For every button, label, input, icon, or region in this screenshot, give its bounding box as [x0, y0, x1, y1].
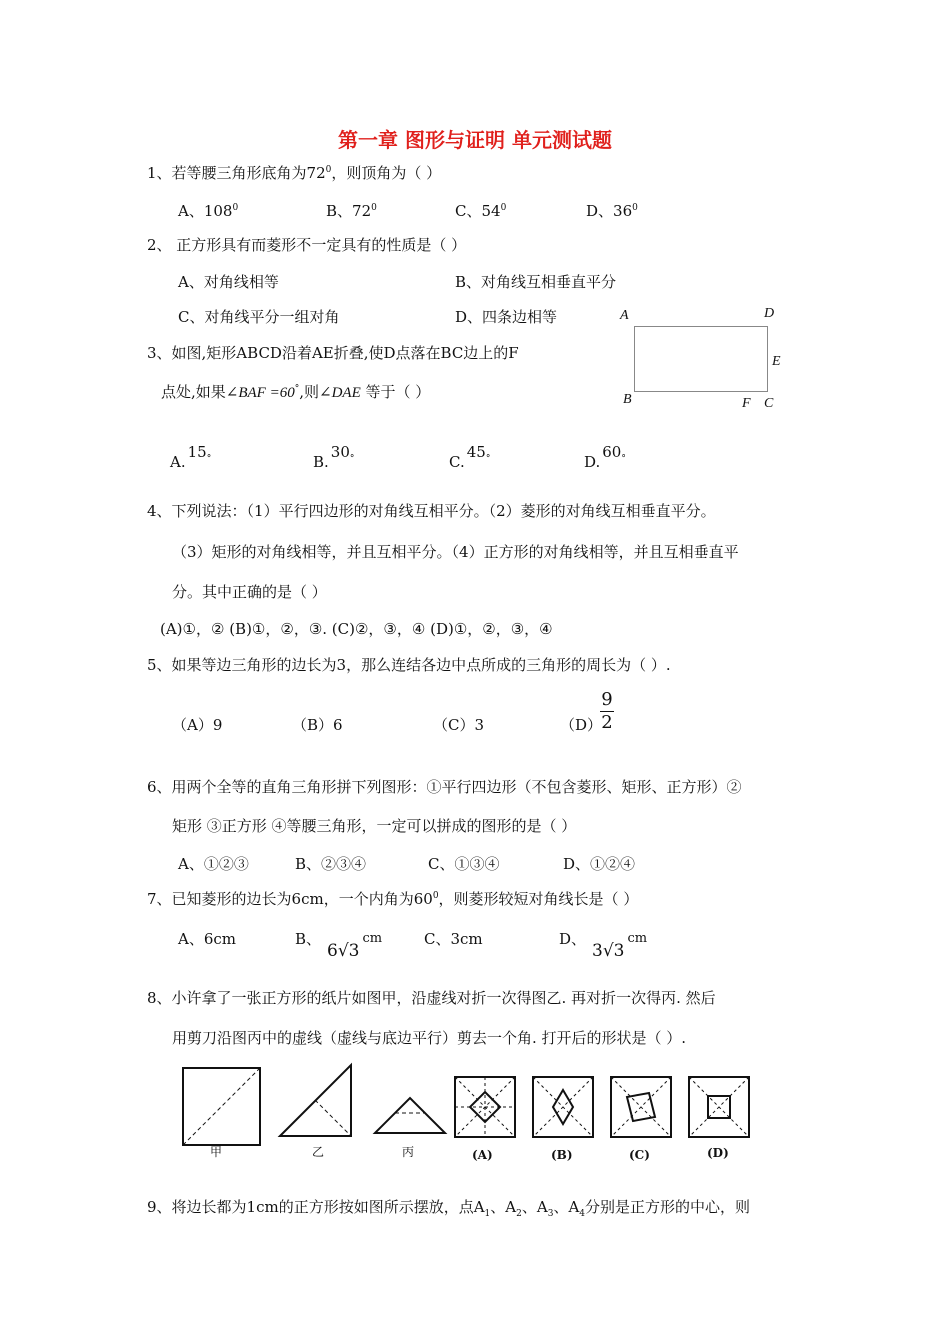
q6-option-a: A、①②③ — [178, 855, 249, 873]
q2-option-d: D、四条边相等 — [455, 308, 558, 326]
question-6-line2: 矩形 ③正方形 ④等腰三角形，一定可以拼成的图形的是（ ） — [172, 817, 577, 835]
label-f: F — [742, 396, 751, 411]
q3-option-d: D.60° — [584, 443, 626, 471]
question-4-line3: 分。其中正确的是（ ） — [172, 583, 327, 601]
q6-option-d: D、①②④ — [563, 855, 636, 873]
question-3-stem-line2: 点处,如果∠BAF =60°,则∠DAE 等于（ ） — [161, 383, 431, 401]
label-a: A — [620, 308, 629, 323]
rectangle-figure — [620, 305, 790, 415]
q3-option-b: B.30° — [313, 443, 355, 471]
label-b: B — [623, 392, 632, 407]
question-6-line1: 6、用两个全等的直角三角形拼下列图形：①平行四边形（不包含菱形、矩形、正方形）② — [147, 778, 742, 796]
label-bing: 丙 — [402, 1145, 415, 1159]
q5-option-d: （D） — [560, 716, 603, 734]
label-yi: 乙 — [312, 1145, 325, 1159]
q5-option-c: （C）3 — [433, 716, 485, 734]
question-1-stem: 1、若等腰三角形底角为$72^0$，则顶角为（ ） — [147, 164, 442, 182]
page-title: 第一章 图形与证明 单元测试题 — [338, 128, 612, 152]
q7-option-c: C、3cm — [424, 930, 483, 948]
question-8-line2: 用剪刀沿图丙中的虚线（虚线与底边平行）剪去一个角. 打开后的形状是（ ）. — [172, 1029, 687, 1047]
q5-option-b: （B）6 — [292, 716, 343, 734]
question-2-stem: 2、 正方形具有而菱形不一定具有的性质是（ ） — [147, 236, 467, 254]
label-c: C — [764, 396, 774, 411]
q3-option-a: A.15° — [170, 443, 212, 471]
q2-option-c: C、对角线平分一组对角 — [178, 308, 340, 326]
question-8-line1: 8、小许拿了一张正方形的纸片如图甲，沿虚线对折一次得图乙. 再对折一次得丙. 然后 — [147, 989, 716, 1007]
q6-option-b: B、②③④ — [295, 855, 367, 873]
paper-folding-figures — [175, 1060, 755, 1165]
label-d: D — [764, 306, 775, 321]
label-option-c: (C) — [629, 1148, 650, 1162]
q5-fraction: 9 2 — [601, 689, 613, 733]
label-option-a: (A) — [472, 1148, 493, 1162]
question-9-line1: 9、将边长都为1cm的正方形按如图所示摆放，点$A_1$、$A_2$、$A_3$、$A_4$分别是正方形的中心，则 — [147, 1198, 751, 1219]
q3-option-c: C.45° — [449, 443, 491, 471]
label-e: E — [772, 354, 781, 369]
question-3-stem-line1: 3、如图,矩形ABCD沿着AE折叠,使D点落在BC边上的F — [147, 344, 519, 362]
figure-bing — [375, 1098, 445, 1133]
q6-option-c: C、①③④ — [428, 855, 500, 873]
label-jia: 甲 — [210, 1145, 223, 1159]
q7-option-d: D、3√3cm — [559, 930, 648, 961]
q1-option-c: C、$54^0$ — [455, 202, 507, 220]
q2-option-b: B、对角线互相垂直平分 — [455, 273, 617, 291]
q1-option-b: B、$72^0$ — [326, 202, 377, 220]
q2-option-a: A、对角线相等 — [178, 273, 279, 291]
label-option-b: (B) — [551, 1148, 573, 1162]
question-4-line2: （3）矩形的对角线相等，并且互相平分。（4）正方形的对角线相等，并且互相垂直平 — [172, 543, 739, 561]
q4-options: (A)①，② (B)①，②，③. (C)②，③，④ (D)①，②，③，④ — [160, 620, 553, 638]
question-4-line1: 4、下列说法：（1）平行四边形的对角线互相平分。（2）菱形的对角线互相垂直平分。 — [147, 502, 716, 520]
label-option-d: (D) — [707, 1146, 729, 1160]
q5-option-a: （A）9 — [172, 716, 223, 734]
q7-option-b: B、6√3cm — [295, 930, 383, 961]
q1-option-a: A、$108^0$ — [178, 202, 239, 220]
q1-option-d: D、$36^0$ — [586, 202, 638, 220]
question-5-stem: 5、如果等边三角形的边长为3，那么连结各边中点所成的三角形的周长为（ ）. — [147, 656, 671, 674]
q7-option-a: A、6cm — [178, 930, 237, 948]
question-7-stem: 7、已知菱形的边长为6cm，一个内角为$60^0$，则菱形较短对角线长是（ ） — [147, 890, 639, 908]
